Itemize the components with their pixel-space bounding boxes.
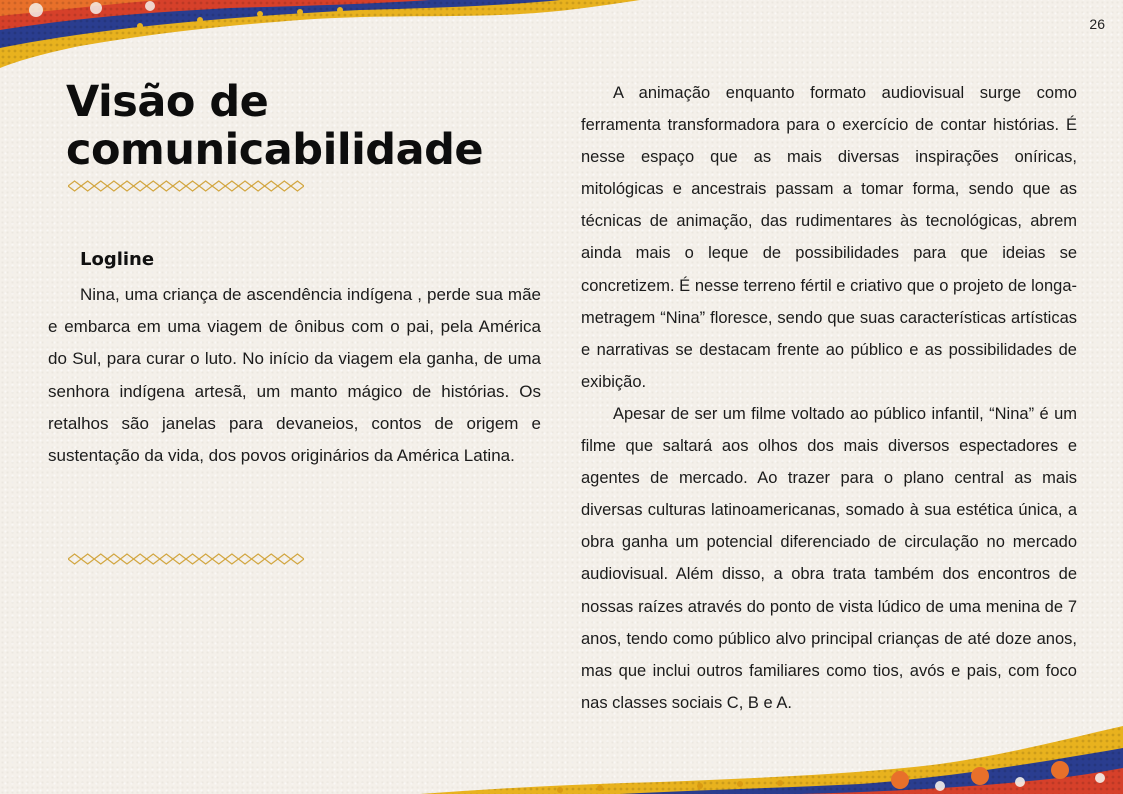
divider-diamond [134, 554, 147, 564]
divider-diamond [68, 554, 81, 564]
divider-diamond [199, 181, 212, 191]
divider-diamond [212, 181, 225, 191]
divider-diamond [278, 181, 291, 191]
logline-heading: Logline [80, 249, 155, 270]
divider-diamond [94, 554, 107, 564]
divider-diamond [186, 181, 199, 191]
divider-diamond [81, 181, 94, 191]
divider-diamond [291, 181, 304, 191]
page-title [66, 78, 483, 174]
page-title-line-2: comunicabilidade [66, 125, 484, 175]
body-paragraph-2: Apesar de ser um filme voltado ao público infantil, “Nina” é um filme que saltará aos olhos dos mais diversos espectadores e agentes de mercado. Ao trazer para o plano central as mais diversas culturas latinoamericanas, somado à sua estética única, a obra ganha um potencial diferenciado de circulação no mercado audiovisual. Além disso, a obra trata também dos encontros de nossas raízes através do ponto de vista lúdico de uma menina de 7 anos, tendo como público alvo principal crianças de até doze anos, mas que inclui outros familiares como tios, avós e pais, com foco nas classes sociais C, B e A. [581, 404, 1077, 712]
divider-diamond [252, 181, 265, 191]
body-text-column [581, 77, 1077, 719]
diamond-divider-bottom [68, 553, 304, 565]
body-paragraph-1: A animação enquanto formato audiovisual surge como ferramenta transformadora para o exercício de contar histórias. É nesse espaço que as mais diversas inspirações oníricas, mitológicas e ancestrais passam a tomar forma, sendo que as técnicas de animação, das rudimentares às tecnológicas, abrem ainda mais o leque de possibilidades para que ideias se concretizem. É nesse terreno fértil e criativo que o projeto de longa-metragem “Nina” floresce, sendo que suas características artísticas e narrativas se destacam frente ao público e as possibilidades de exibição. [581, 84, 1077, 391]
logline-text: Nina, uma criança de ascendência indígena , perde sua mãe e embarca em uma viagem de ônibus com o pai, pela América do Sul, para curar o luto. No início da viagem ela ganha, de uma senhora indígena artesã, um manto mágico de histórias. Os retalhos são janelas para devaneios, contos de origem e sustentação da vida, dos povos originários da América Latina. [48, 285, 541, 466]
divider-diamond [278, 554, 291, 564]
page-title-line-1: Visão de [66, 77, 269, 127]
divider-diamond [173, 181, 186, 191]
divider-diamond [186, 554, 199, 564]
divider-diamond [160, 554, 173, 564]
diamond-divider-top [68, 180, 304, 192]
divider-diamond [225, 554, 238, 564]
crochet-border-bottom-decoration [0, 714, 1123, 794]
divider-diamond [212, 554, 225, 564]
divider-diamond [238, 181, 251, 191]
divider-diamond [120, 554, 133, 564]
divider-diamond [265, 554, 278, 564]
divider-diamond [147, 181, 160, 191]
divider-diamond [120, 181, 133, 191]
divider-diamond [107, 554, 120, 564]
page-number: 26 [1089, 16, 1105, 32]
divider-diamond [94, 181, 107, 191]
divider-diamond [107, 181, 120, 191]
divider-diamond [291, 554, 304, 564]
divider-diamond [147, 554, 160, 564]
divider-diamond [238, 554, 251, 564]
divider-diamond [252, 554, 265, 564]
divider-diamond [173, 554, 186, 564]
divider-diamond [225, 181, 238, 191]
divider-diamond [68, 181, 81, 191]
divider-diamond [160, 181, 173, 191]
crochet-border-top-decoration [0, 0, 640, 75]
divider-diamond [81, 554, 94, 564]
divider-diamond [134, 181, 147, 191]
divider-diamond [199, 554, 212, 564]
divider-diamond [265, 181, 278, 191]
